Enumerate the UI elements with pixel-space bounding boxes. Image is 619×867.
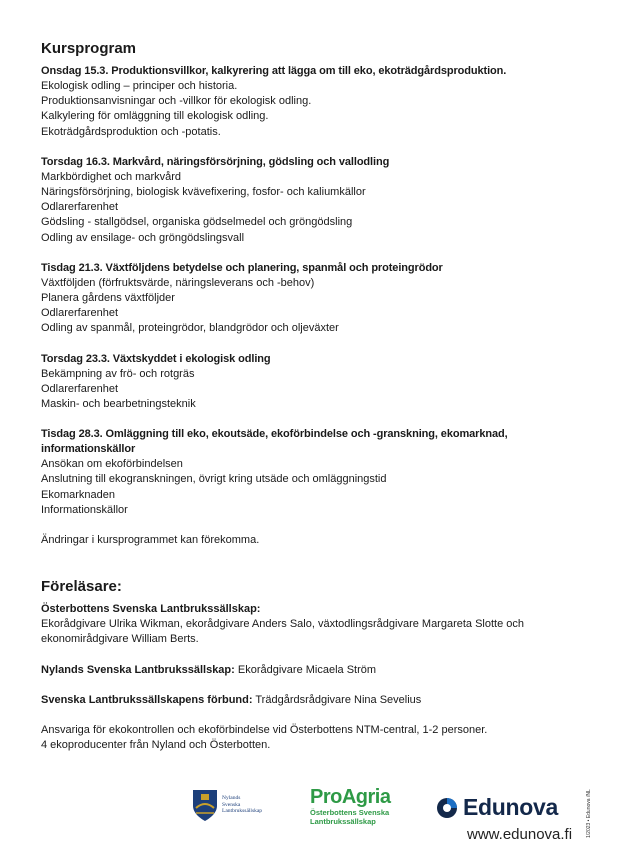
program-days [41,64,586,518]
edunova-logo [436,794,558,821]
day-topic: Odling av ensilage- och gröngödslingsvall [41,231,245,244]
org-lecturers: Trädgårdsrådgivare Nina Sevelius [252,693,422,706]
day-topic: Odlarerfarenhet [41,382,119,395]
proagria-wordmark: ProAgria [310,786,391,808]
org-lecturers: Ekorådgivare Ulrika Wikman, ekorådgivare Anders Salo, växtodlingsrådgivare Margareta Slotte och ekonomirådgivare William Berts. [41,618,525,646]
document-body [41,40,586,753]
print-code: 1/2023 • Edunova /NL [586,789,592,838]
edunova-wordmark: Edunova [463,794,559,820]
day-topic: Ekomarknaden [41,488,115,501]
program-change-note: Ändringar i kursprogrammet kan förekomma. [41,534,260,547]
org-name: Österbottens Svenska Lantbrukssällskap: [41,603,261,616]
org-name: Nylands Svenska Lantbrukssällskap: [41,663,235,676]
lecturers-heading: Föreläsare: [41,578,122,596]
day-topic: Produktionsanvisningar och -villkor för ekologisk odling. [41,95,312,108]
website-link[interactable]: www.edunova.fi [467,826,573,843]
day-topic: Maskin- och bearbetningsteknik [41,398,196,411]
day-topic: Bekämpning av frö- och rotgräs [41,367,195,380]
day-topic: Kalkylering för omläggning till ekologisk odling. [41,110,269,123]
day-topic: Planera gårdens växtföljder [41,292,175,305]
day-topic: Växtföljden (förfruktsvärde, näringsleverans och -behov) [41,276,315,289]
day-topic: Ekologisk odling – principer och historia. [41,80,238,92]
lecturer-org-osl [41,602,586,648]
day-topic: Näringsförsörjning, biologisk kvävefixering, fosfor- och kaliumkällor [41,186,366,199]
program-day [41,427,586,518]
lecturer-org-slf [41,693,586,708]
proagria-logo [310,786,390,826]
day-topic: Informationskällor [41,503,128,516]
day-topic: Ansökan om ekoförbindelsen [41,458,183,471]
proagria-subtitle-2: Lantbrukssällskap [310,817,376,826]
day-title: Torsdag 23.3. Växtskyddet i ekologisk odling [41,352,271,365]
day-topic: Odling av spanmål, proteingrödor, blandgrödor och oljeväxter [41,322,339,335]
day-title: Onsdag 15.3. Produktionsvillkor, kalkyrering att lägga om till eko, ekoträdgårdsproduktion. [41,65,507,77]
org-lecturers: Ekorådgivare Micaela Ström [234,663,377,676]
nsl-logo [192,788,262,822]
program-day [41,155,586,246]
program-heading: Kursprogram [41,40,137,57]
day-title: Tisdag 21.3. Växtföljdens betydelse och planering, spanmål och proteingrödor [41,261,443,274]
proagria-subtitle-1: Österbottens Svenska [310,808,390,817]
day-title: Torsdag 16.3. Markvård, näringsförsörjning, gödsling och vallodling [41,155,390,168]
day-topic: Markbördighet och markvård [41,170,182,183]
responsible-line-2: 4 ekoproducenter från Nyland och Österbotten. [41,739,271,752]
org-name: Svenska Lantbrukssällskapens förbund: [41,693,253,706]
day-topic: Ekoträdgårdsproduktion och -potatis. [41,125,221,138]
lecturer-org-nsl [41,663,586,678]
day-topic: Gödsling - stallgödsel, organiska gödselmedel och gröngödsling [41,216,353,229]
program-day [41,261,586,337]
day-topic: Odlarerfarenhet [41,307,119,320]
responsible-line-1: Ansvariga för ekokontrollen och ekoförbindelse vid Österbottens NTM-central, 1-2 personer. [41,724,488,737]
program-day [41,352,586,413]
day-title: Tisdag 28.3. Omläggning till eko, ekoutsäde, ekoförbindelse och -granskning, ekomarknad, informationskällor [41,428,508,456]
program-day [41,64,586,140]
day-topic: Anslutning till ekogranskningen, övrigt kring utsäde och omläggningstid [41,473,387,486]
nsl-wordmark: Nylands Svenska Lantbrukssällskap [222,795,263,815]
day-topic: Odlarerfarenhet [41,201,119,214]
edunova-symbol-icon [436,797,458,819]
nsl-crest-icon [192,788,218,822]
